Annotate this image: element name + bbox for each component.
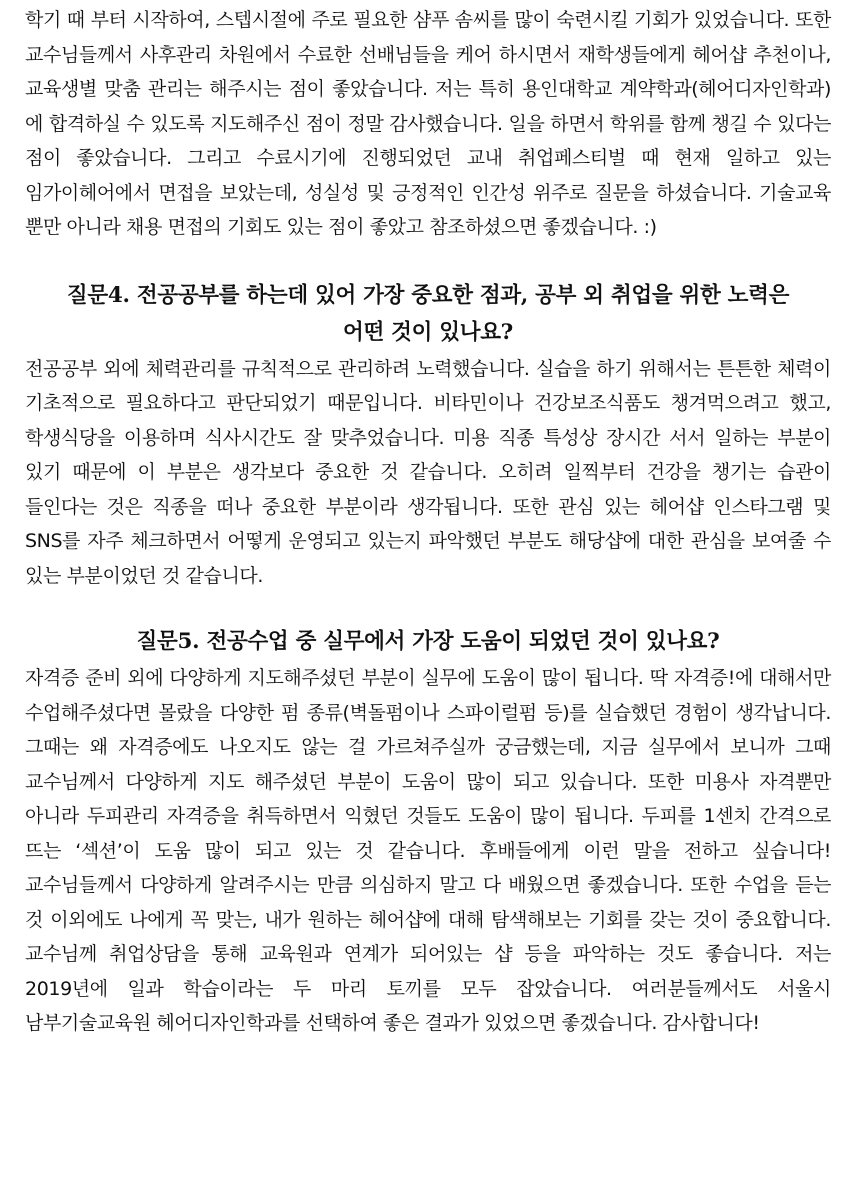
document-page [25,0,831,1041]
question-5-heading: 질문5. 전공수업 중 실무에서 가장 도움이 되었던 것이 있나요? [136,629,720,654]
question-4-heading: 질문4. 전공공부를 하는데 있어 가장 중요한 점과, 공부 외 취업을 위한 노력은 어떤 것이 있나요? [66,282,790,345]
question-5-answer: 자격증 준비 외에 다양하게 지도해주셨던 부분이 실무에 도움이 많이 됩니다. 딱 자격증!에 대해서만 수업해주셨다면 몰랐을 다양한 펌 종류(벽돌펌이나 스파이럴펌 등)를 실습했던 경험이 생각납니다. 그때는 왜 자격증에도 나오지도 않는 걸 가르쳐주실까 궁금했는데, 지금 실무에서 보니까 그때 교수님께서 다양하게 지도 해주셨던 부분이 도움이 많이 되고 있습니다. 또한 미용사 자격뿐만 아니라 두피관리 자격증을 취득하면서 익혔던 것들도 도움이 많이 됩니다. 두피를 1센치 간격으로 뜨는 ‘섹션’이 도움 많이 되고 있는 것 같습니다. 후배들에게 이런 말을 전하고 싶습니다! 교수님들께서 다양하게 알려주시는 만큼 의심하지 말고 다 배웠으면 좋겠습니다. 또한 수업을 듣는 것 이외에도 나에게 꼭 맞는, 내가 원하는 헤어샵에 대해 탐색해보는 기회를 갖는 것이 중요합니다. 교수님께 취업상담을 통해 교육원과 연계가 되어있는 샵 등을 파악하는 것도 좋습니다. 저는 2019년에 일과 학습이라는 두 마리 토끼를 모두 잡았습니다. 여러분들께서도 서울시 남부기술교육원 헤어디자인학과를 선택하여 좋은 결과가 있었으면 좋겠습니다. 감사합니다! [25,667,831,1034]
question-4-answer: 전공공부 외에 체력관리를 규칙적으로 관리하려 노력했습니다. 실습을 하기 위해서는 튼튼한 체력이 기초적으로 필요하다고 판단되었기 때문입니다. 비타민이나 건강보조식품도 챙겨먹으려고 했고, 학생식당을 이용하며 식사시간도 잘 맞추었습니다. 미용 직종 특성상 장시간 서서 일하는 부분이 있기 때문에 이 부분은 생각보다 중요한 것 같습니다. 오히려 일찍부터 건강을 챙기는 습관이 들인다는 것은 직종을 떠나 중요한 부분이라 생각됩니다. 또한 관심 있는 헤어샵 인스타그램 및 SNS를 자주 체크하면서 어떻게 운영되고 있는지 파악했던 부분도 해당샵에 대한 관심을 보여줄 수 있는 부분이었던 것 같습니다. [25,357,831,587]
body-paragraph: 학기 때 부터 시작하여, 스텝시절에 주로 필요한 샴푸 솜씨를 많이 숙련시킬 기회가 있었습니다. 또한 교수님들께서 사후관리 차원에서 수료한 선배님들을 케어 하시면서 재학생들에게 헤어샵 추천이나, 교육생별 맞춤 관리는 해주시는 점이 좋았습니다. 저는 특히 용인대학교 계약학과(헤어디자인학과)에 합격하실 수 있도록 지도해주신 점이 정말 감사했습니다. 일을 하면서 학위를 함께 챙길 수 있다는 점이 좋았습니다. 그리고 수료시기에 진행되었던 교내 취업페스티벌 때 현재 일하고 있는 임가이헤어에서 면접을 보았는데, 성실성 및 긍정적인 인간성 위주로 질문을 하셨습니다. 기술교육 뿐만 아니라 채용 면접의 기회도 있는 점이 좋았고 참조하셨으면 좋겠습니다. :) [25,9,831,238]
